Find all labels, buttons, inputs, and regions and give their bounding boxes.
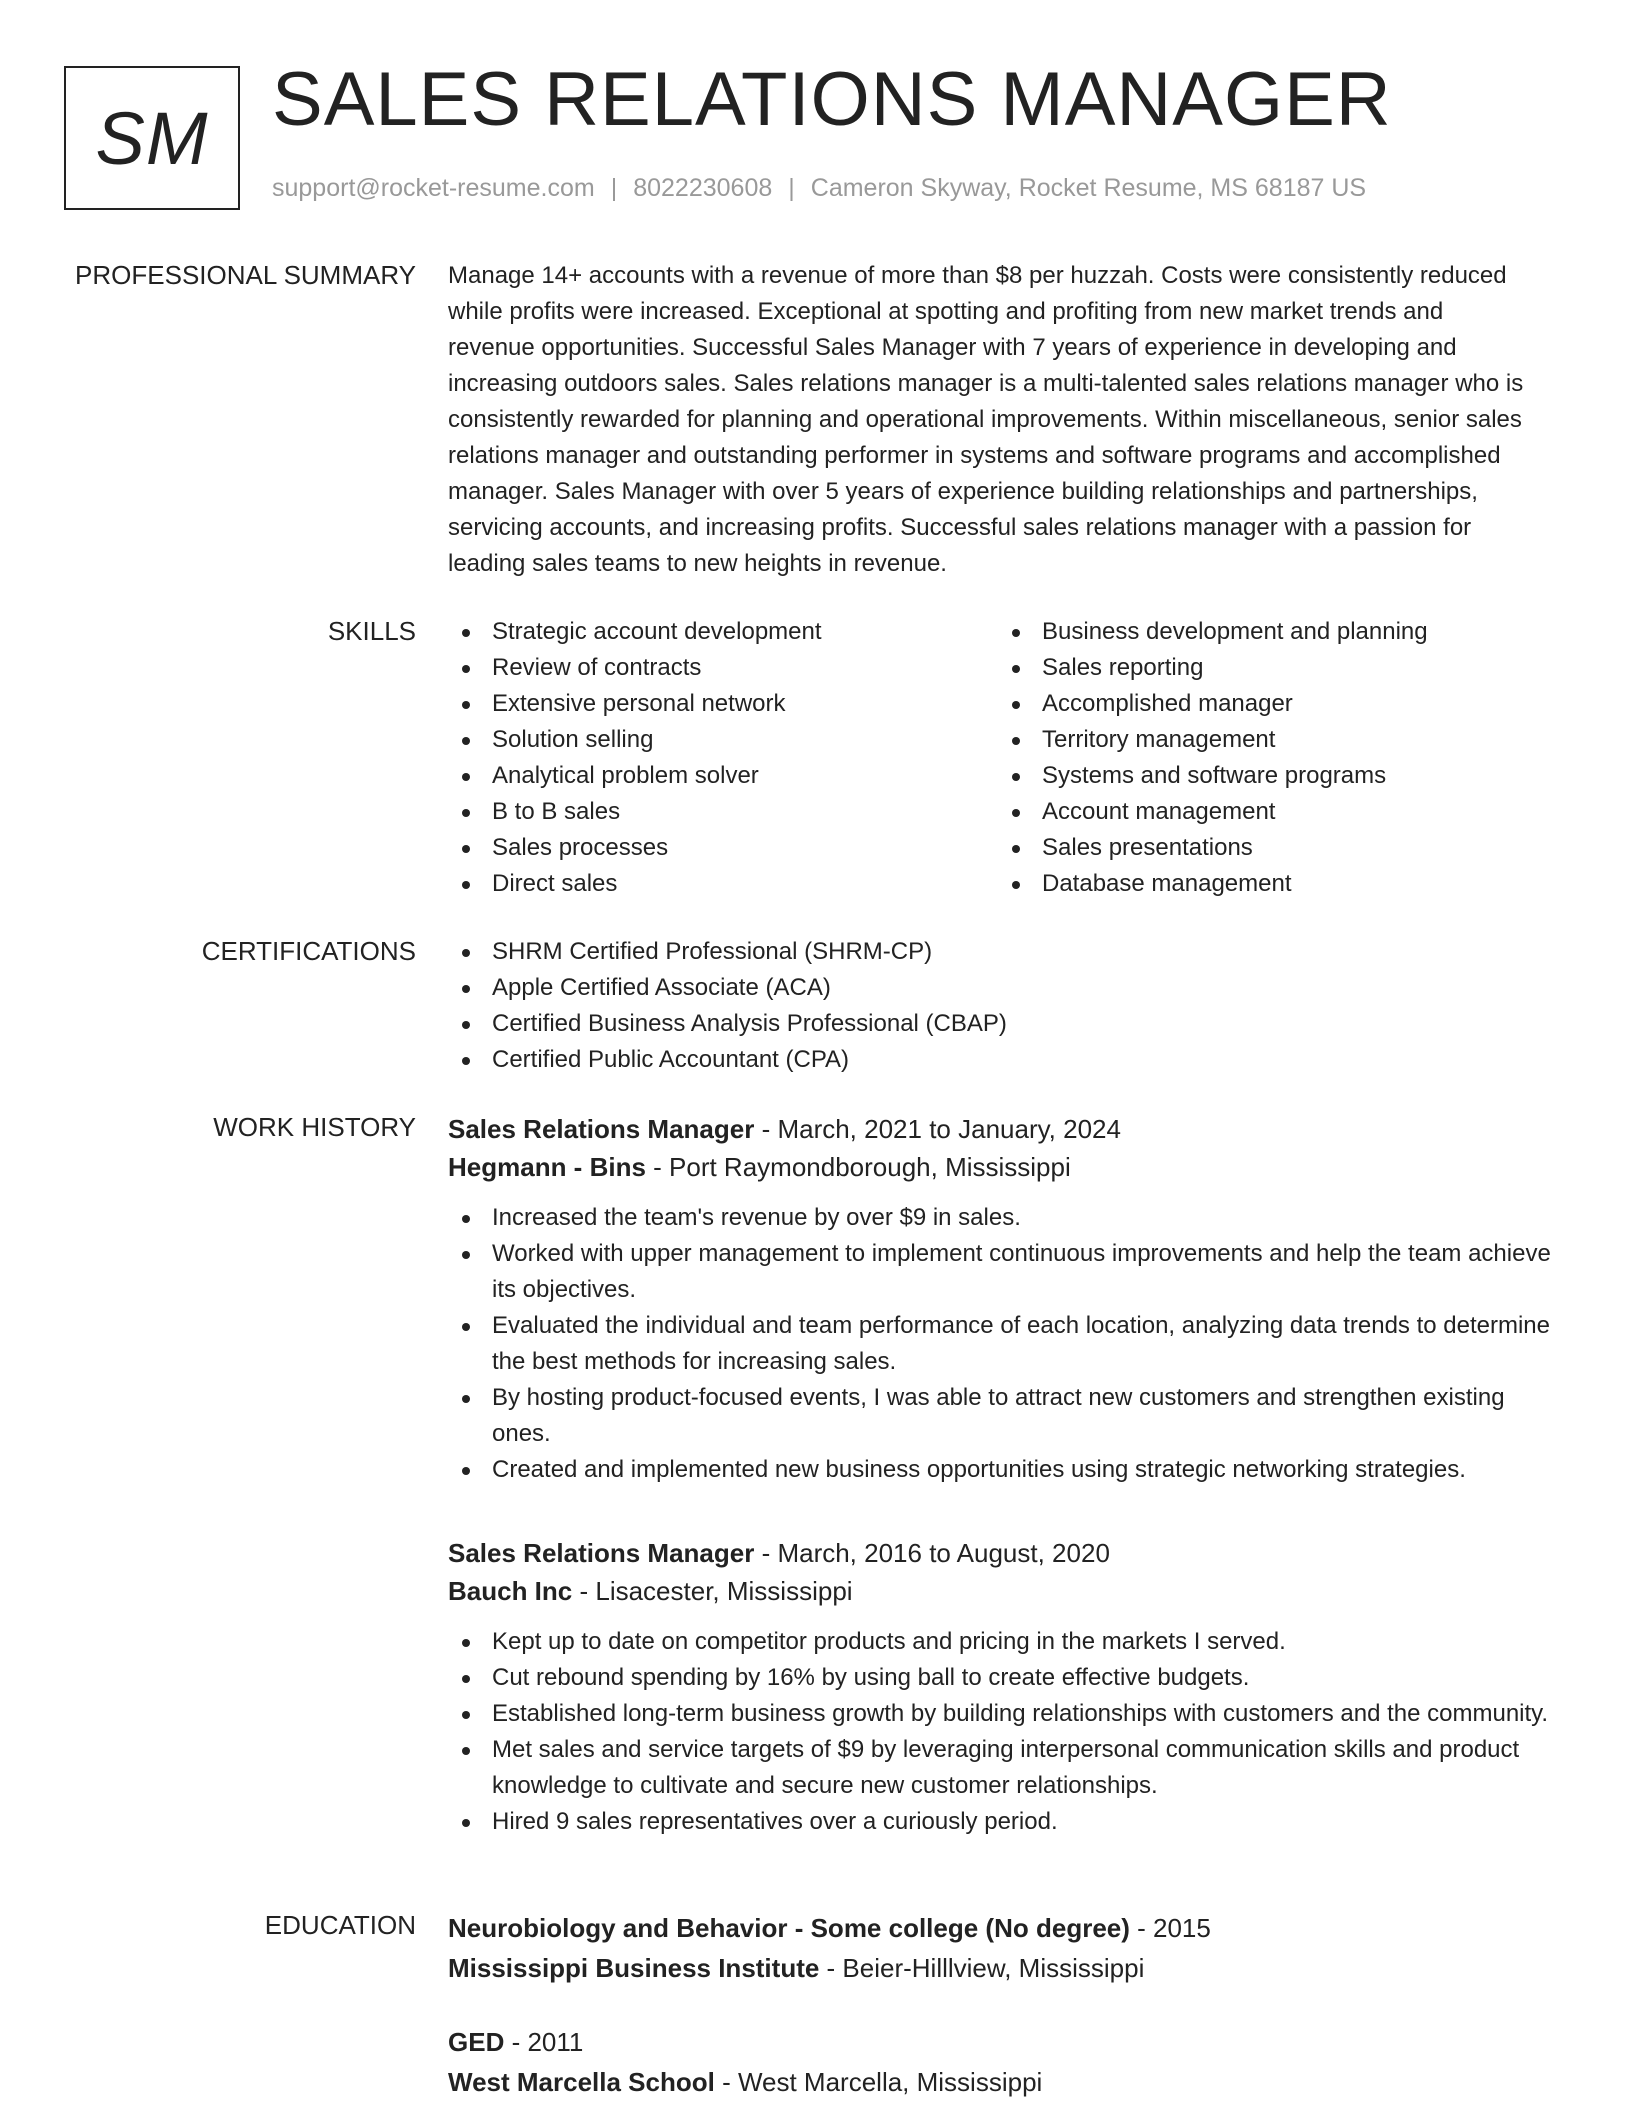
contact-line [272, 174, 1366, 203]
skill-item: Direct sales [448, 866, 998, 902]
education-school-line [448, 2062, 1568, 2102]
skill-item: Business development and planning [998, 614, 1548, 650]
job-entry [448, 1534, 1568, 1840]
summary-line: manager. Sales Manager with over 5 years of experience building relationships and partnerships, [448, 478, 1478, 505]
job-bullet: Established long-term business growth by building relationships with customers and the community. [448, 1696, 1568, 1732]
certifications-body [448, 934, 1568, 1078]
skills-grid [448, 614, 1568, 902]
section-heading-education: EDUCATION [264, 1910, 416, 1940]
job-company: Bauch Inc [448, 1576, 573, 1606]
skill-item: Account management [998, 794, 1548, 830]
contact-phone[interactable]: 8022230608 [633, 174, 773, 202]
job-bullets [448, 1624, 1568, 1840]
certification-item: Certified Public Accountant (CPA) [448, 1042, 1568, 1078]
education-degree-line [448, 2022, 1568, 2062]
education-year: - 2011 [504, 2027, 584, 2057]
skills-list-right [998, 614, 1548, 902]
summary-line: revenue opportunities. Successful Sales Manager with 7 years of experience in developing and [448, 334, 1457, 361]
skill-item: Analytical problem solver [448, 758, 998, 794]
summary-line: Manage 14+ accounts with a revenue of more than $8 per huzzah. Costs were consistently reduced [448, 262, 1507, 289]
skill-item: Database management [998, 866, 1548, 902]
job-company: Hegmann - Bins [448, 1152, 646, 1182]
skill-item: Sales reporting [998, 650, 1548, 686]
job-bullet: Created and implemented new business opportunities using strategic networking strategies. [448, 1452, 1568, 1488]
education-entry [448, 2022, 1568, 2102]
skill-item: Extensive personal network [448, 686, 998, 722]
summary-line: leading sales teams to new heights in revenue. [448, 550, 947, 577]
summary-line: while profits were increased. Exceptional at spotting and profiting from new market trends and [448, 298, 1444, 325]
job-bullet: Hired 9 sales representatives over a curiously period. [448, 1804, 1568, 1840]
work-history-body [448, 1110, 1568, 1886]
education-school-line [448, 1948, 1568, 1988]
education-year: - 2015 [1129, 1913, 1211, 1943]
page-title: SALES RELATIONS MANAGER [272, 57, 1392, 142]
job-bullet: Met sales and service targets of $9 by leveraging interpersonal communication skills and product knowledge to cultivate and secure new customer relationships. [448, 1732, 1568, 1804]
skill-item: Solution selling [448, 722, 998, 758]
job-title: Sales Relations Manager [448, 1114, 755, 1144]
job-company-line [448, 1572, 1568, 1610]
certification-item: Certified Business Analysis Professional (CBAP) [448, 1006, 1568, 1042]
skill-item: Territory management [998, 722, 1548, 758]
job-location: - Port Raymondborough, Mississippi [645, 1152, 1071, 1182]
skill-item: Review of contracts [448, 650, 998, 686]
education-location: - West Marcella, Mississippi [714, 2067, 1043, 2097]
skills-body [448, 614, 1568, 902]
summary-line: relations manager and outstanding performer in systems and software programs and accomplished [448, 442, 1501, 469]
job-title-line [448, 1110, 1568, 1148]
education-degree: Neurobiology and Behavior - Some college (No degree) [448, 1913, 1130, 1943]
job-entry [448, 1110, 1568, 1488]
job-bullet: Cut rebound spending by 16% by using ball to create effective budgets. [448, 1660, 1568, 1696]
job-dates: - March, 2016 to August, 2020 [754, 1538, 1110, 1568]
education-entry [448, 1908, 1568, 1988]
certification-item: SHRM Certified Professional (SHRM-CP) [448, 934, 1568, 970]
job-title-line [448, 1534, 1568, 1572]
education-degree: GED [448, 2027, 505, 2057]
education-location: - Beier-Hilllview, Mississippi [819, 1953, 1145, 1983]
job-bullet: Evaluated the individual and team performance of each location, analyzing data trends to determine the best methods for increasing sales. [448, 1308, 1568, 1380]
job-title: Sales Relations Manager [448, 1538, 755, 1568]
job-bullets [448, 1200, 1568, 1488]
section-heading-certifications: CERTIFICATIONS [201, 936, 416, 966]
summary-text [448, 258, 1568, 582]
summary-line: servicing accounts, and increasing profits. Successful sales relations manager with a passion for [448, 514, 1472, 541]
skill-item: Strategic account development [448, 614, 998, 650]
summary-line: consistently rewarded for planning and operational improvements. Within miscellaneous, senior sales [448, 406, 1522, 433]
skill-item: Systems and software programs [998, 758, 1548, 794]
contact-separator: | [788, 174, 795, 202]
job-bullet: By hosting product-focused events, I was able to attract new customers and strengthen existing ones. [448, 1380, 1568, 1452]
education-school: West Marcella School [448, 2067, 715, 2097]
contact-separator: | [610, 174, 618, 202]
job-company-line [448, 1148, 1568, 1186]
initials-monogram [64, 66, 240, 210]
summary-line: increasing outdoors sales. Sales relations manager is a multi-talented sales relations manager who is [448, 370, 1524, 397]
contact-address: Cameron Skyway, Rocket Resume, MS 68187 US [810, 174, 1367, 202]
initials-text: SM [95, 96, 209, 180]
skills-list-left [448, 614, 998, 902]
job-location: - Lisacester, Mississippi [572, 1576, 853, 1606]
skill-item: B to B sales [448, 794, 998, 830]
section-heading-work-history: WORK HISTORY [213, 1112, 416, 1142]
job-bullet: Increased the team's revenue by over $9 in sales. [448, 1200, 1568, 1236]
contact-email[interactable]: support@rocket-resume.com [272, 174, 595, 202]
skill-item: Sales processes [448, 830, 998, 866]
certification-item: Apple Certified Associate (ACA) [448, 970, 1568, 1006]
job-bullet: Worked with upper management to implement continuous improvements and help the team achieve its objectives. [448, 1236, 1568, 1308]
skill-item: Accomplished manager [998, 686, 1548, 722]
education-body [448, 1908, 1568, 2102]
job-bullet: Kept up to date on competitor products and pricing in the markets I served. [448, 1624, 1568, 1660]
job-dates: - March, 2021 to January, 2024 [754, 1114, 1121, 1144]
education-degree-line [448, 1908, 1568, 1948]
section-heading-summary: PROFESSIONAL SUMMARY [75, 260, 416, 290]
education-school: Mississippi Business Institute [448, 1953, 820, 1983]
skill-item: Sales presentations [998, 830, 1548, 866]
certifications-list [448, 934, 1568, 1078]
section-heading-skills: SKILLS [327, 616, 416, 646]
